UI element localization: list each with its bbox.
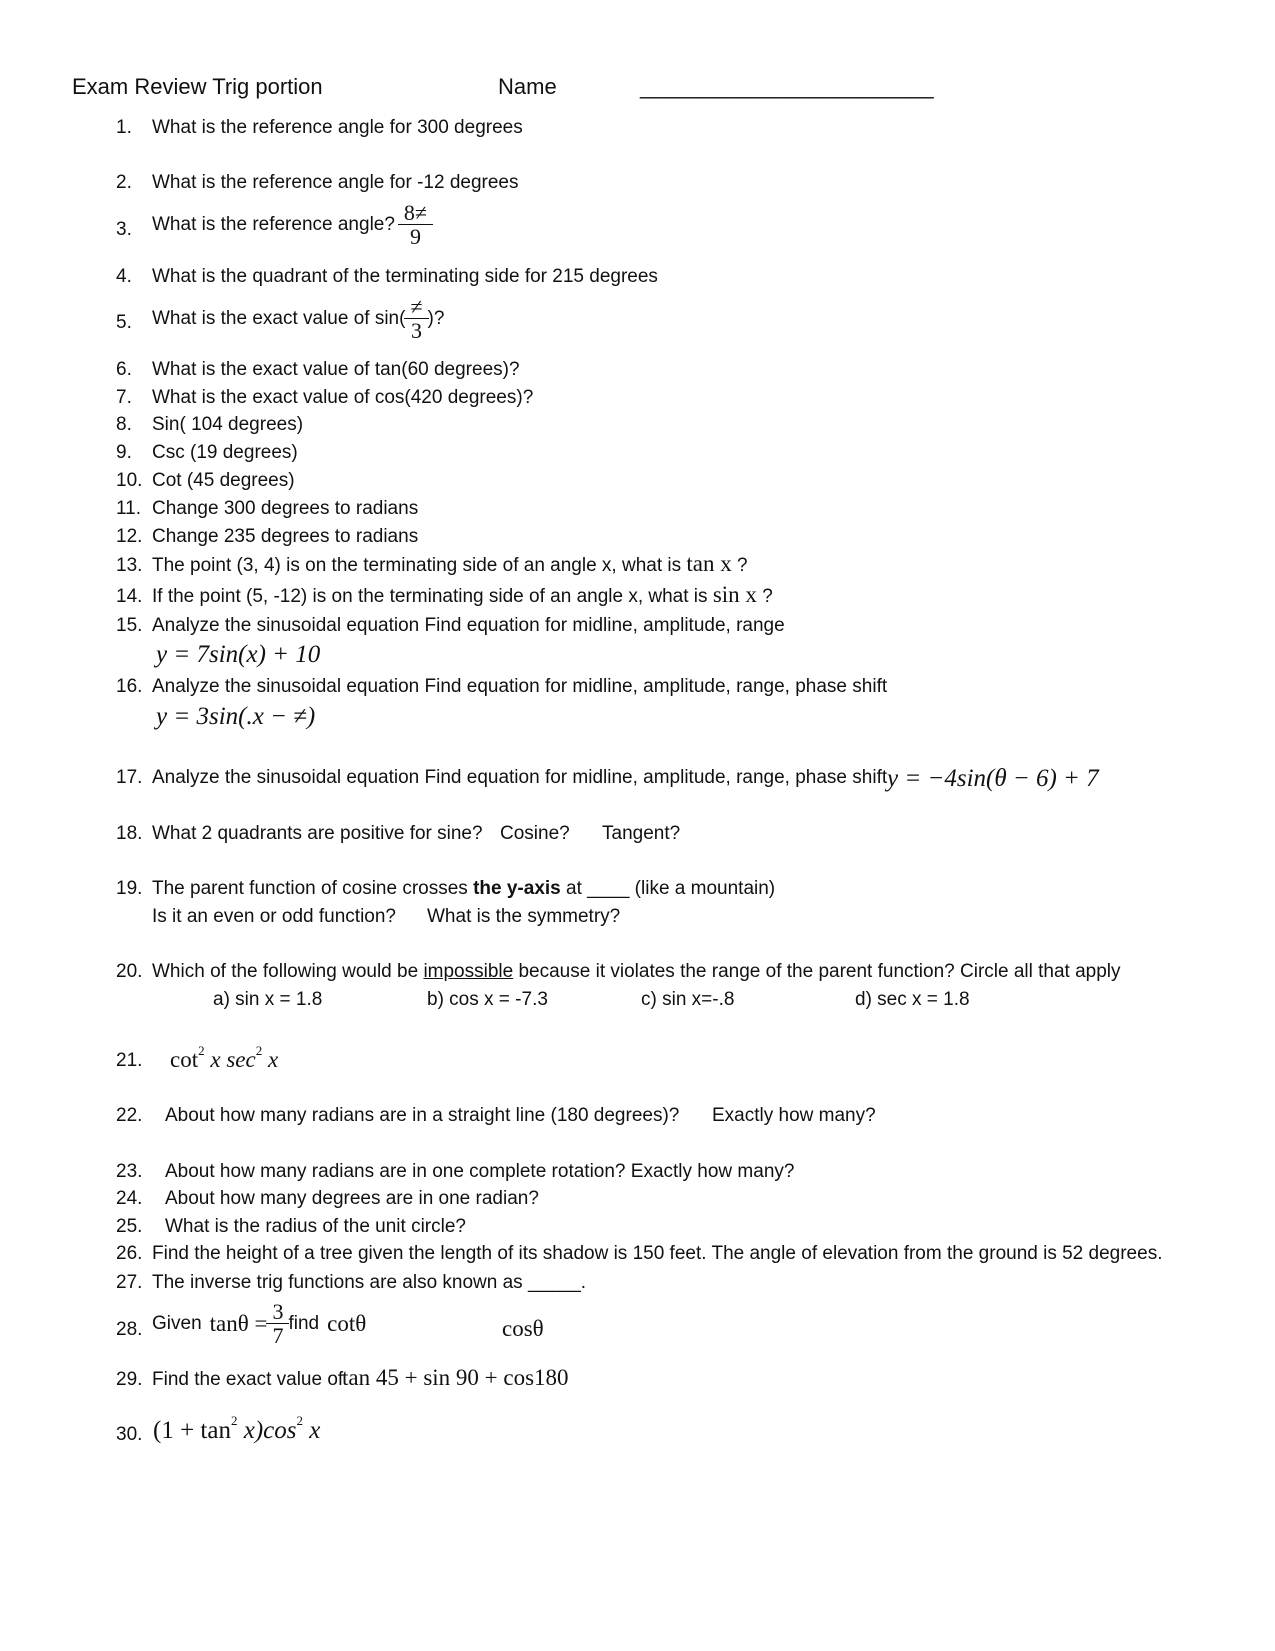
exponent: 2 — [230, 1413, 238, 1428]
question-18-cosine: Cosine? — [500, 823, 570, 844]
option-c[interactable]: c) sin x=-.8 — [641, 989, 735, 1010]
math-expression: cotθ — [327, 1311, 367, 1337]
equation-16: y = 3sin(.x − ≠) — [156, 703, 316, 730]
question-number: 25. — [116, 1216, 143, 1237]
question-number: 15. — [116, 615, 143, 636]
question-number: 2. — [116, 172, 132, 193]
question-9-text: Csc (19 degrees) — [152, 442, 298, 463]
question-number: 10. — [116, 470, 143, 491]
fraction-numerator: ≠ — [410, 294, 423, 319]
question-number: 7. — [116, 387, 132, 408]
question-13-end: ? — [737, 555, 748, 576]
question-number: 6. — [116, 359, 132, 380]
fraction — [269, 1300, 286, 1347]
equation-30 — [153, 1413, 321, 1444]
question-number: 29. — [116, 1369, 143, 1390]
question-number: 28. — [116, 1319, 143, 1340]
question-14-end: ? — [762, 586, 773, 607]
question-number: 26. — [116, 1243, 143, 1264]
option-a[interactable]: a) sin x = 1.8 — [213, 989, 323, 1010]
question-27-text: The inverse trig functions are also known as _____. — [152, 1272, 587, 1293]
question-2-text: What is the reference angle for -12 degrees — [152, 172, 519, 193]
equation-17: y = −4sin(θ − 6) + 7 — [887, 765, 1099, 792]
question-14 — [152, 583, 773, 606]
math-part: x — [309, 1417, 321, 1444]
option-d[interactable]: d) sec x = 1.8 — [855, 989, 970, 1010]
math-part: x — [267, 1047, 279, 1072]
question-number: 27. — [116, 1272, 143, 1293]
question-17-text: Analyze the sinusoidal equation Find equation for midline, amplitude, range, phase shift — [152, 767, 888, 788]
question-number: 22. — [116, 1105, 143, 1126]
question-number: 14. — [116, 586, 143, 607]
exponent: 2 — [198, 1043, 205, 1058]
question-number: 5. — [116, 312, 132, 333]
question-11-text: Change 300 degrees to radians — [152, 498, 419, 519]
question-25-text: What is the radius of the unit circle? — [165, 1216, 466, 1237]
question-20-text — [152, 962, 1121, 981]
equation-15: y = 7sin(x) + 10 — [156, 641, 321, 668]
question-number: 24. — [116, 1188, 143, 1209]
math-expression: tan x — [686, 551, 732, 576]
exponent: 2 — [255, 1043, 263, 1058]
exponent: 2 — [296, 1413, 303, 1428]
question-1-text: What is the reference angle for 300 degrees — [152, 117, 523, 138]
question-26-text: Find the height of a tree given the length of its shadow is 150 feet. The angle of elevation from the ground is 52 degrees. — [152, 1243, 1163, 1264]
math-part: (1 + tan — [153, 1417, 231, 1444]
question-19-line-2: Is it an even or odd function? — [152, 906, 396, 927]
question-12-text: Change 235 degrees to radians — [152, 526, 419, 547]
question-number: 19. — [116, 878, 143, 899]
math-part: x)cos — [243, 1417, 297, 1444]
question-7-text: What is the exact value of cos(420 degrees)? — [152, 387, 534, 408]
question-8-text: Sin( 104 degrees) — [152, 414, 304, 435]
name-blank[interactable]: ________________________ — [640, 74, 934, 99]
question-23-text: About how many radians are in one complete rotation? Exactly how many? — [165, 1161, 795, 1182]
math-part: cot — [170, 1047, 199, 1072]
question-24-text: About how many degrees are in one radian? — [165, 1188, 539, 1209]
question-number: 18. — [116, 823, 143, 844]
question-22-exact: Exactly how many? — [712, 1105, 876, 1126]
question-13-text: The point (3, 4) is on the terminating side of an angle x, what is — [152, 555, 682, 576]
question-number: 3. — [116, 219, 132, 240]
question-20-underlined: impossible — [423, 961, 514, 982]
question-29-text: Find the exact value of — [152, 1369, 344, 1390]
question-18-text: What 2 quadrants are positive for sine? — [152, 823, 483, 844]
question-number: 11. — [116, 498, 142, 519]
equation-21 — [170, 1043, 279, 1072]
question-4-text: What is the quadrant of the terminating side for 215 degrees — [152, 266, 658, 287]
fraction-numerator: 8≠ — [403, 200, 427, 225]
question-number: 4. — [116, 266, 132, 287]
fraction — [407, 295, 425, 342]
page-title: Exam Review Trig portion — [72, 74, 323, 99]
question-number: 21. — [116, 1050, 143, 1071]
question-13 — [152, 552, 748, 575]
question-14-text: If the point (5, -12) is on the terminating side of an angle x, what is — [152, 586, 708, 607]
question-28 — [152, 1300, 366, 1347]
question-number: 1. — [116, 117, 132, 138]
question-28-find: find — [288, 1313, 320, 1335]
question-number: 13. — [116, 555, 143, 576]
question-19-line-1 — [152, 879, 775, 898]
fraction-denominator: 9 — [398, 224, 433, 248]
question-number: 30. — [116, 1424, 143, 1445]
question-19-bold: the y-axis — [473, 878, 561, 899]
equation-29: tan 45 + sin 90 + cos180 — [342, 1365, 569, 1390]
fraction-denominator: 3 — [404, 318, 428, 342]
question-number: 20. — [116, 961, 143, 982]
question-number: 17. — [116, 767, 143, 788]
question-5-text: What is the exact value of sin( — [152, 308, 406, 330]
question-20-text-a: Which of the following would be — [152, 961, 419, 982]
fraction-numerator: 3 — [272, 1299, 284, 1324]
question-3 — [152, 201, 432, 248]
question-18-tangent: Tangent? — [602, 823, 681, 844]
question-5-text-end: )? — [427, 308, 445, 330]
question-28-text: Given — [152, 1313, 202, 1335]
math-expression: tanθ = — [209, 1311, 268, 1337]
name-label: Name — [498, 74, 557, 99]
question-5 — [152, 295, 444, 342]
question-15-text: Analyze the sinusoidal equation Find equation for midline, amplitude, range — [152, 615, 785, 636]
question-10-text: Cot (45 degrees) — [152, 470, 295, 491]
question-number: 8. — [116, 414, 132, 435]
question-19-text-end: at ____ (like a mountain) — [566, 878, 776, 899]
math-expression: sin x — [712, 582, 757, 607]
question-19-text: The parent function of cosine crosses — [152, 878, 468, 899]
question-20-text-c: because it violates the range of the parent function? Circle all that apply — [518, 961, 1121, 982]
question-number: 9. — [116, 442, 132, 463]
question-number: 12. — [116, 526, 143, 547]
fraction — [401, 201, 430, 248]
question-6-text: What is the exact value of tan(60 degrees)? — [152, 359, 520, 380]
math-expression: cosθ — [502, 1316, 544, 1341]
question-number: 23. — [116, 1161, 143, 1182]
math-part: x sec — [210, 1047, 256, 1072]
question-3-text: What is the reference angle? — [152, 214, 395, 236]
question-19-symmetry: What is the symmetry? — [427, 906, 621, 927]
fraction-denominator: 7 — [266, 1323, 289, 1347]
question-22-text: About how many radians are in a straight line (180 degrees)? — [165, 1105, 680, 1126]
question-16-text: Analyze the sinusoidal equation Find equation for midline, amplitude, range, phase shift — [152, 676, 888, 697]
option-b[interactable]: b) cos x = -7.3 — [427, 989, 548, 1010]
question-number: 16. — [116, 676, 143, 697]
